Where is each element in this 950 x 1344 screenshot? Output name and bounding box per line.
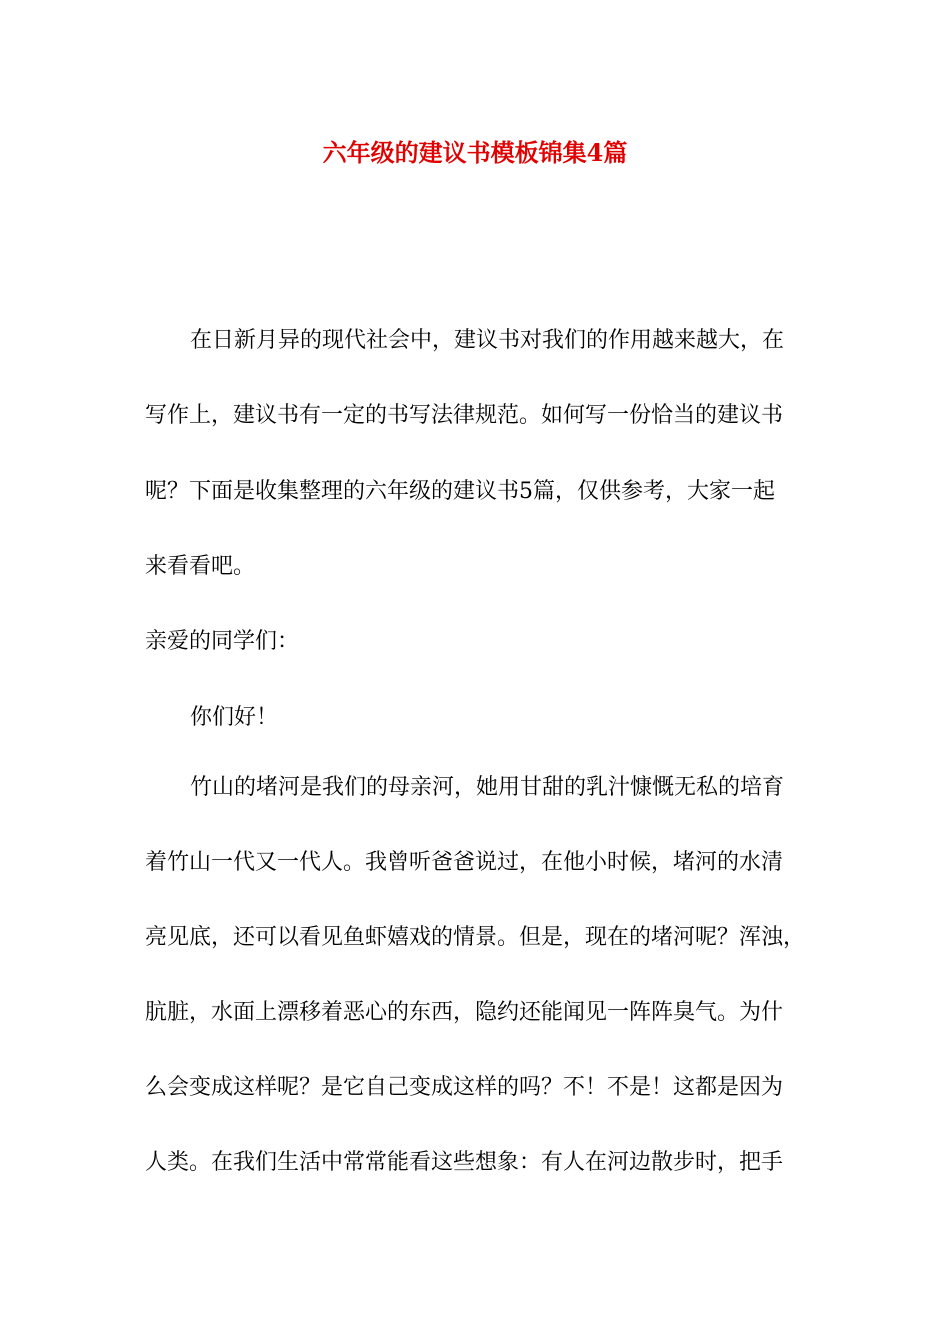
- paragraph-line: 人类。在我们生活中常常能看这些想象：有人在河边散步时，把手: [145, 1150, 784, 1175]
- salutation-line: 亲爱的同学们：: [145, 629, 300, 654]
- paragraph-line: 亮见底，还可以看见鱼虾嬉戏的情景。但是，现在的堵河呢？浑浊，: [145, 925, 806, 950]
- document-title: 六年级的建议书模板锦集4篇: [322, 138, 628, 167]
- paragraph-line: 肮脏，水面上漂移着恶心的东西，隐约还能闻见一阵阵臭气。为什: [145, 1000, 784, 1025]
- paragraph-line: 来看看吧。: [145, 554, 256, 579]
- paragraph-line: 在日新月异的现代社会中，建议书对我们的作用越来越大，在: [190, 328, 785, 353]
- paragraph-line: 着竹山一代又一代人。我曾听爸爸说过，在他小时候，堵河的水清: [145, 850, 784, 875]
- paragraph-line: 竹山的堵河是我们的母亲河，她用甘甜的乳汁慷慨无私的培育: [190, 775, 785, 800]
- greeting-line: 你们好！: [190, 705, 279, 730]
- paragraph-line: 么会变成这样呢？是它自己变成这样的吗？不！不是！这都是因为: [145, 1075, 784, 1100]
- paragraph-line: 呢？下面是收集整理的六年级的建议书5篇，仅供参考，大家一起: [145, 479, 775, 504]
- paragraph-line: 写作上，建议书有一定的书写法律规范。如何写一份恰当的建议书: [145, 403, 784, 428]
